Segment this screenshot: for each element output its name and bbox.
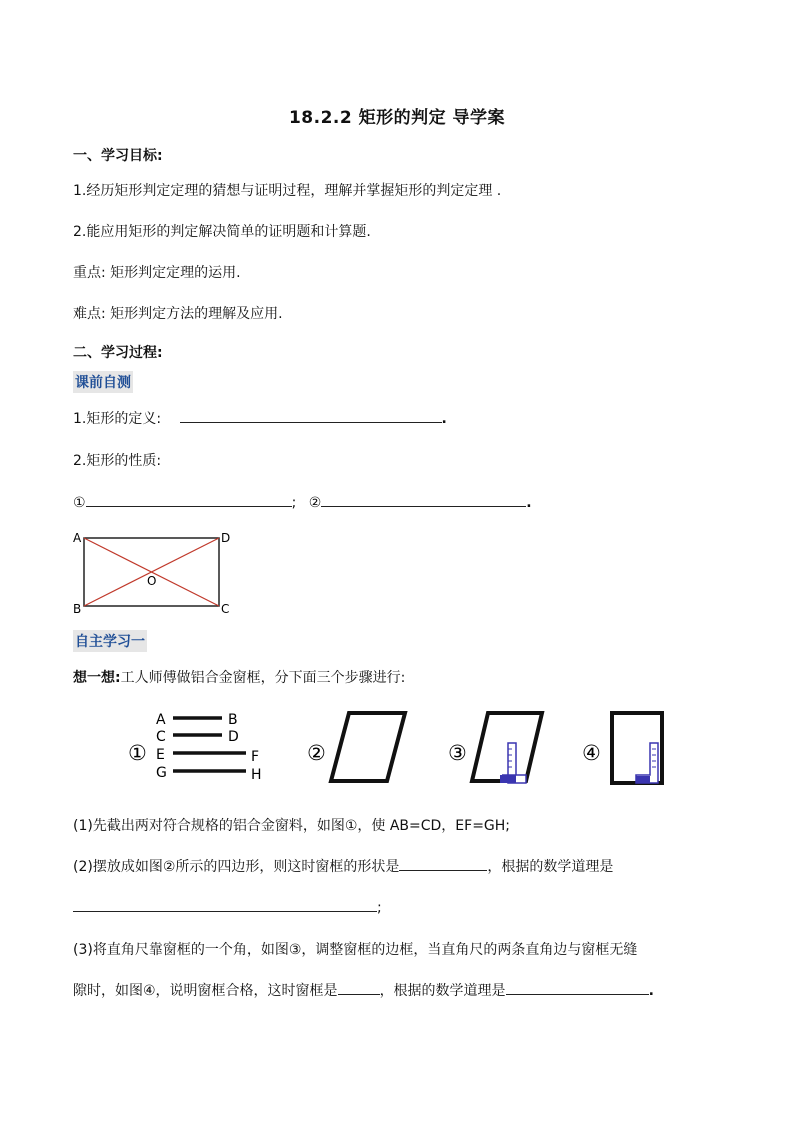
- think-text: 工人师傅做铝合金窗框，分下面三个步骤进行:: [120, 670, 406, 686]
- step-3-row: [73, 980, 654, 1000]
- property-1-marker: ①: [73, 495, 86, 511]
- property-2-marker: ②: [308, 495, 322, 511]
- property-end-period: .: [526, 495, 532, 511]
- step-1: (1)先截出两对符合规格的铝合金窗料，如图①，使 AB=CD，EF=GH;: [73, 818, 511, 834]
- step-2-row: [73, 856, 613, 876]
- goal-2: 2.能应用矩形的判定解决简单的证明题和计算题.: [73, 224, 371, 240]
- vertex-label-a: A: [73, 531, 82, 545]
- preview-test-tag: 课前自测: [73, 371, 133, 393]
- rectangle-abcd-figure: [70, 526, 240, 618]
- step-3-line-1: (3)将直角尺靠窗框的一个角，如图③，调整窗框的边框，当直角尺的两条直角边与窗框无缝: [73, 942, 638, 958]
- think-row: [73, 667, 405, 687]
- step-3-shape-blank[interactable]: [338, 980, 380, 995]
- property-2-blank[interactable]: [321, 492, 526, 507]
- figure-3-parallelogram-with-ruler: [446, 705, 556, 787]
- self-study-tag-row: [73, 630, 147, 652]
- section-heading-goals: 一、学习目标:: [73, 148, 163, 164]
- figure-2-marker: ②: [307, 741, 326, 765]
- preview-test-tag-row: [73, 371, 133, 393]
- key-point: 重点: 矩形判定定理的运用.: [73, 265, 241, 281]
- definition-period: .: [441, 411, 447, 427]
- figure-3-marker: ③: [448, 741, 467, 765]
- vertex-label-d: D: [221, 531, 231, 545]
- bar-label-a: A: [156, 712, 166, 728]
- step-3-reason-blank[interactable]: [506, 980, 649, 995]
- property-1-blank[interactable]: [86, 492, 292, 507]
- bar-label-g: G: [156, 765, 167, 781]
- center-label-o: O: [147, 574, 157, 588]
- page-title: 18.2.2 矩形的判定 导学案: [288, 108, 506, 128]
- figure-4-marker: ④: [582, 741, 601, 765]
- square-ruler-4: [636, 743, 658, 783]
- step-3-end: .: [648, 983, 654, 999]
- figure-1-window-bars: [126, 705, 276, 785]
- bar-label-h: H: [251, 767, 262, 783]
- step-3-text: 隙时，如图④，说明窗框合格，这时窗框是: [73, 983, 338, 999]
- step-2-middle: ，根据的数学道理是: [487, 859, 614, 875]
- self-study-tag: 自主学习一: [73, 630, 147, 652]
- step-2-reason-blank[interactable]: [73, 897, 377, 912]
- definition-question: [73, 408, 447, 428]
- vertex-label-c: C: [221, 602, 230, 616]
- step-3-middle: ，根据的数学道理是: [379, 983, 506, 999]
- bar-label-d: D: [228, 729, 239, 745]
- section-heading-process: 二、学习过程:: [73, 345, 163, 361]
- bar-label-e: E: [156, 747, 165, 763]
- step-2-text: (2)摆放成如图②所示的四边形，则这时窗框的形状是: [73, 859, 400, 875]
- definition-label: 1.矩形的定义:: [73, 411, 162, 427]
- parallelogram-frame: [331, 713, 405, 781]
- goal-1: 1.经历矩形判定定理的猜想与证明过程，理解并掌握矩形的判定定理 .: [73, 183, 502, 199]
- vertex-label-b: B: [73, 602, 82, 616]
- difficulty-point: 难点: 矩形判定方法的理解及应用.: [73, 306, 283, 322]
- square-ruler-3: [500, 743, 526, 783]
- property-separator: ;: [291, 495, 297, 511]
- bar-label-b: B: [228, 712, 238, 728]
- think-label: 想一想:: [73, 670, 121, 686]
- property-question: 2.矩形的性质:: [73, 453, 162, 469]
- figure-4-rectangle-with-ruler: [580, 705, 680, 787]
- parallelogram-frame-3: [472, 713, 542, 781]
- definition-blank[interactable]: [180, 408, 442, 423]
- figure-2-parallelogram: [305, 705, 415, 787]
- figure-1-marker: ①: [128, 741, 147, 765]
- step-2-end: ;: [377, 900, 382, 916]
- step-2-reason-row: [73, 897, 382, 916]
- bar-label-f: F: [251, 749, 260, 765]
- step-2-shape-blank[interactable]: [399, 856, 487, 871]
- property-blanks-row: [73, 492, 532, 511]
- bar-label-c: C: [156, 729, 166, 745]
